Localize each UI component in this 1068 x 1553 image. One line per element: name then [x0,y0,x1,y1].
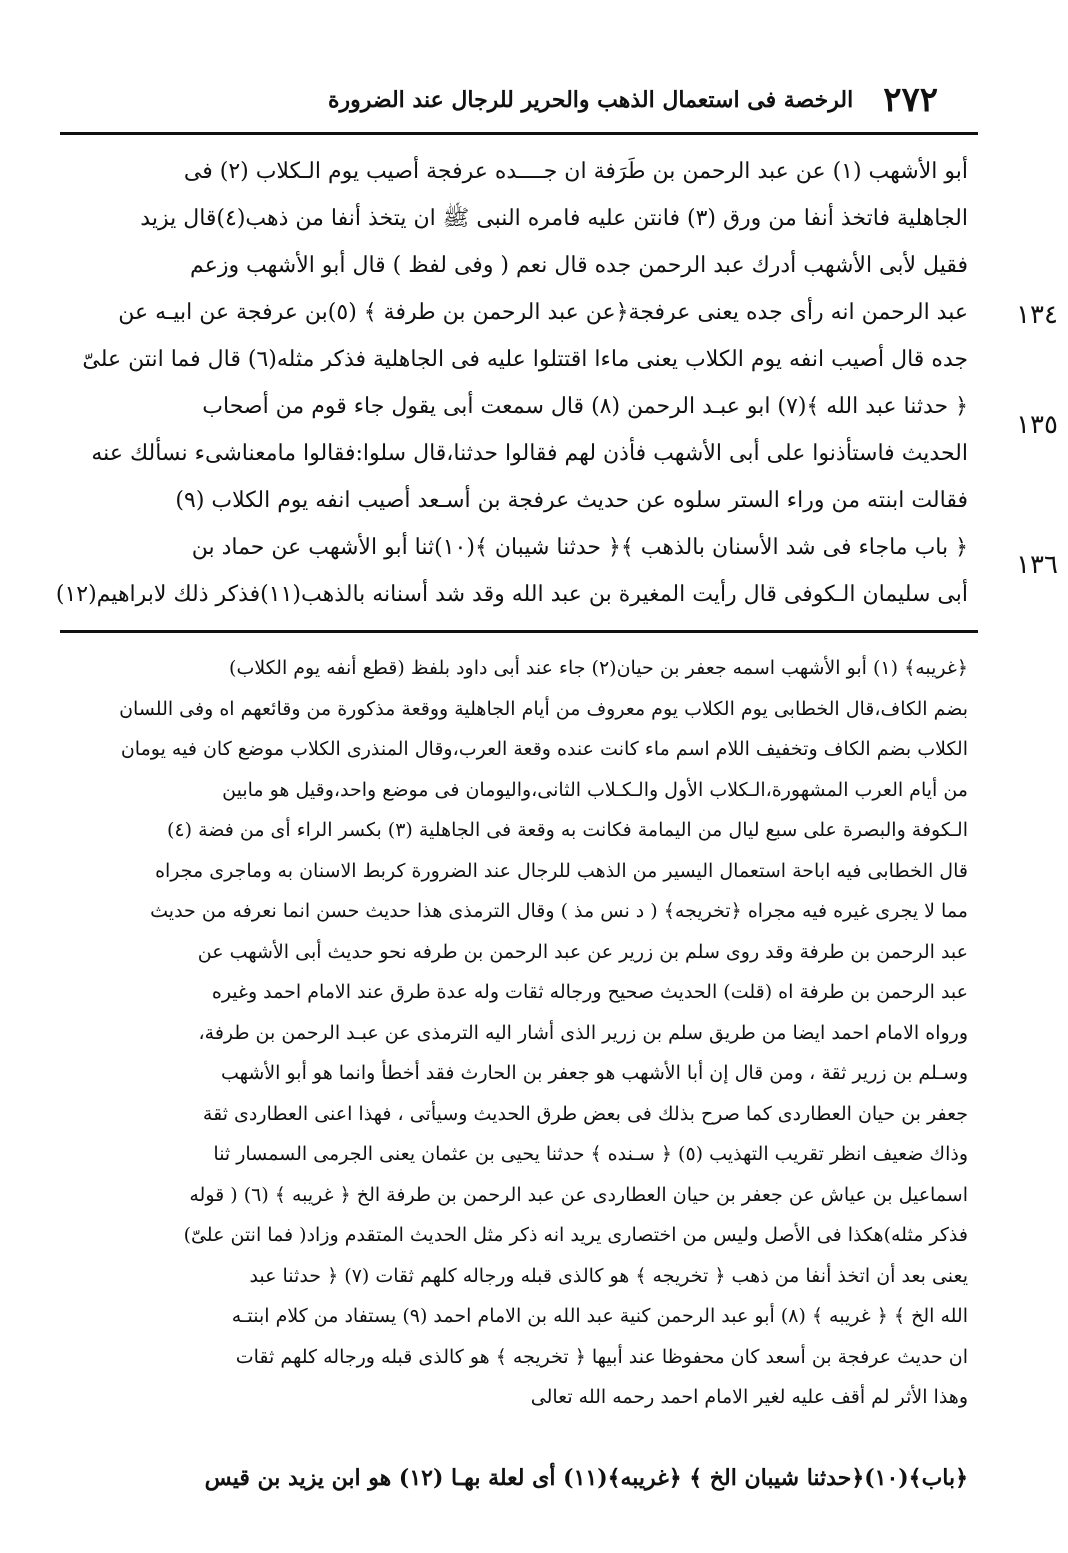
footnotes [60,648,968,1418]
footnote-divider [60,630,978,633]
main-line: أبو الأشهب (١) عن عبد الرحمن بن طَرَفة ان جــــده عرفجة أصيب يوم الـكلاب (٢) فى [183,159,968,184]
note-line: عبد الرحمن بن طرفة اه (قلت) الحديث صحيح ورجاله ثقات وله عدة طرق عند الامام احمد وغيره [211,981,968,1003]
note-line: عبد الرحمن بن طرفة وقد روى سلم بن زرير عن عبد الرحمن بن طرفه نحو حديث أبى الأشهب عن [197,940,968,963]
header-divider [60,132,978,135]
main-line: الحديث فاستأذنوا على أبى الأشهب فأذن لهم فقالوا حدثنا،قال سلوا:فقالوا مامعناشىء نسألك عنه [91,441,968,466]
page-number: ٢٧٢ [883,80,938,120]
hadith-number: ١٣٥ [1016,410,1058,440]
note-line: الله الخ ﴾ ﴿ غريبه ﴾ (٨) أبو عبد الرحمن كنية عبد الله بن الامام احمد (٩) يستفاد من كلام ابنتـه [231,1305,968,1327]
hadith-number: ١٣٤ [1016,300,1058,330]
note-line: جعفر بن حيان العطاردى كما صرح بذلك فى بعض طرق الحديث وسيأتى ، فهذا اعنى العطاردى ثقة [202,1102,968,1125]
note-line: مما لا يجرى غيره فيه مجراه ﴿تخريجه﴾ ( د نس مذ ) وقال الترمذى هذا حديث حسن انما نعرفه من حديث [150,900,968,922]
main-line: ﴿ حدثنا عبد الله ﴾(٧) ابو عبـد الرحمن (٨) قال سمعت أبى يقول جاء قوم من أصحاب [202,394,968,419]
main-line: أبى سليمان الـكوفى قال رأيت المغيرة بن عبد الله وقد شد أسنانه بالذهب(١١)فذكر ذلك لابراهيم(١٢) [55,582,968,607]
main-line: فقيل لأبى الأشهب أدرك عبد الرحمن جده قال نعم ( وفى لفظ ) قال أبو الأشهب وزعم [190,253,968,278]
note-line: فذكر مثله)هكذا فى الأصل وليس من اختصارى يريد انه ذكر مثل الحديث المتقدم وزاد( فما انتن علىّ) [183,1224,968,1246]
last-note-line: ﴿باب﴾(١٠)﴿حدثنا شيبان الخ ﴾ ﴿غريبه﴾(١١) أى لعلة بهـا (١٢) هو ابن يزيد بن قيس [204,1465,968,1491]
note-line: قال الخطابى فيه اباحة استعمال اليسير من الذهب للرجال عند الضرورة كربط الاسنان به وماجرى مجراه [155,859,968,882]
main-line: فقالت ابنته من وراء الستر سلوه عن حديث عرفجة بن أسـعد أصيب انفه يوم الكلاب (٩) [175,488,968,513]
note-line: الـكوفة والبصرة على سبع ليال من اليمامة فكانت به وقعة فى الجاهلية (٣) بكسر الراء أى من فضة (٤) [166,819,968,841]
main-line: عبد الرحمن انه رأى جده يعنى عرفجة﴿عن عبد الرحمن بن طرفة ﴾ (٥)بن عرفجة عن ابيـه عن [118,300,968,325]
note-line: وسـلم بن زرير ثقة ، ومن قال إن أبا الأشهب هو جعفر بن الحارث فقد أخطأ وانما هو أبو الأشهب [221,1062,968,1084]
note-line: يعنى بعد أن اتخذ أنفا من ذهب ﴿ تخريجه ﴾ هو كالذى قبله ورجاله كلهم ثقات (٧) ﴿ حدثنا عبد [249,1264,968,1287]
running-title: الرخصة فى استعمال الذهب والحرير للرجال عند الضرورة [327,87,854,113]
main-line: ﴿ باب ماجاء فى شد الأسنان بالذهب ﴾﴿ حدثنا شيبان ﴾(١٠)ثنا أبو الأشهب عن حماد بن [191,535,968,560]
note-line: ﴿غريبه﴾ (١) أبو الأشهب اسمه جعفر بن حيان(٢) جاء عند أبى داود بلفظ (قطع أنفه يوم الكلاب) [229,657,968,679]
note-line: بضم الكاف،قال الخطابى يوم الكلاب يوم معروف من أيام الجاهلية ووقعة مذكورة من وقائعهم اه وفى اللسان [119,697,968,720]
note-line: وهذا الأثر لم أقف عليه لغير الامام احمد رحمه الله تعالى [530,1386,968,1408]
note-line: الكلاب بضم الكاف وتخفيف اللام اسم ماء كانت عنده وقعة العرب،وقال المنذرى الكلاب موضع كان فيه يومان [120,738,968,760]
main-line: الجاهلية فاتخذ أنفا من ورق (٣) فانتن عليه فامره النبى ﷺ ان يتخذ أنفا من ذهب(٤)قال يزيد [140,206,968,231]
page-header [60,76,938,124]
hadith-number: ١٣٦ [1016,550,1058,580]
note-line: ورواه الامام احمد ايضا من طريق سلم بن زرير الذى أشار اليه الترمذى عن عبـد الرحمن بن طرفة، [198,1021,968,1044]
main-text [55,148,968,618]
note-line: ان حديث عرفجة بن أسعد كان محفوظا عند أبيها ﴿ تخريجه ﴾ هو كالذى قبله ورجاله كلهم ثقات [235,1345,968,1368]
note-line: من أيام العرب المشهورة،الـكلاب الأول والـكـلاب الثانى،واليومان فى موضع واحد،وقيل هو مابين [222,778,968,801]
note-line: وذاك ضعيف انظر تقريب التهذيب (٥) ﴿ سـنده ﴾ حدثنا يحيى بن عثمان يعنى الجرمى السمسار ثنا [213,1143,968,1165]
note-line: اسماعيل بن عياش عن جعفر بن حيان العطاردى عن عبد الرحمن بن طرفة الخ ﴿ غريبه ﴾ (٦) ( قوله [189,1183,968,1206]
main-line: جده قال أصيب انفه يوم الكلاب يعنى ماءا اقتتلوا عليه فى الجاهلية فذكر مثله(٦) قال فما انتن علىّ [82,347,968,372]
